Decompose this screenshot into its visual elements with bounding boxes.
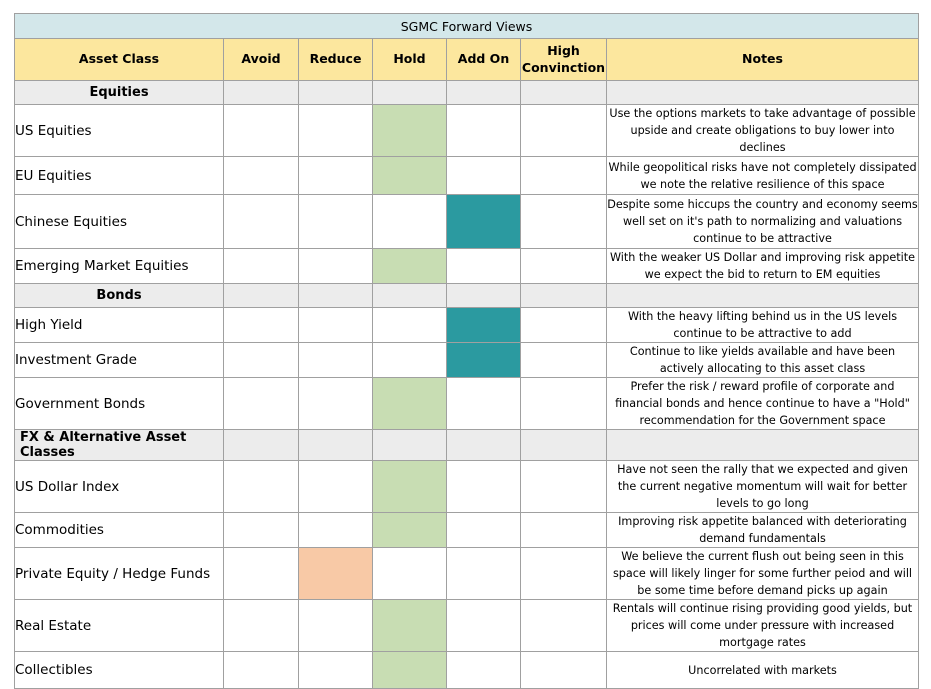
high-conviction-cell xyxy=(521,378,607,430)
note-cell: Rentals will continue rising providing good yields, but prices will come under pressure with increased mortgage rates xyxy=(607,600,919,652)
asset-label: Emerging Market Equities xyxy=(15,249,224,284)
hold-cell xyxy=(373,548,447,600)
asset-label: Private Equity / Hedge Funds xyxy=(15,548,224,600)
header-asset-class: Asset Class xyxy=(15,39,224,81)
note-cell: We believe the current flush out being seen in this space will likely linger for some further peiod and will be some time before demand picks up again xyxy=(607,548,919,600)
reduce-cell xyxy=(299,378,373,430)
add-on-cell xyxy=(447,157,521,195)
hold-cell-filled xyxy=(373,461,447,513)
asset-label: Investment Grade xyxy=(15,343,224,378)
avoid-cell xyxy=(224,157,299,195)
table-row xyxy=(15,513,919,548)
add-on-cell xyxy=(447,461,521,513)
high-conviction-cell xyxy=(521,343,607,378)
high-conviction-cell xyxy=(521,157,607,195)
note-cell: While geopolitical risks have not completely dissipated we note the relative resilience of this space xyxy=(607,157,919,195)
hold-cell-filled xyxy=(373,105,447,157)
avoid-cell xyxy=(224,195,299,249)
reduce-cell xyxy=(299,249,373,284)
hold-cell-filled xyxy=(373,249,447,284)
note-cell: Have not seen the rally that we expected and given the current negative momentum will wait for better levels to go long xyxy=(607,461,919,513)
reduce-cell xyxy=(299,513,373,548)
avoid-cell xyxy=(224,105,299,157)
note-cell: Continue to like yields available and have been actively allocating to this asset class xyxy=(607,343,919,378)
asset-label: US Dollar Index xyxy=(15,461,224,513)
header-avoid: Avoid xyxy=(224,39,299,81)
table-row xyxy=(15,308,919,343)
high-conviction-cell xyxy=(521,249,607,284)
hold-cell-filled xyxy=(373,513,447,548)
table-row xyxy=(15,343,919,378)
reduce-cell xyxy=(299,195,373,249)
high-conviction-cell xyxy=(521,461,607,513)
asset-label: Government Bonds xyxy=(15,378,224,430)
hold-cell-filled xyxy=(373,600,447,652)
avoid-cell xyxy=(224,461,299,513)
hold-cell xyxy=(373,308,447,343)
header-high-conviction xyxy=(521,39,607,81)
note-cell: Despite some hiccups the country and economy seems well set on it's path to normalizing and valuations continue to be attractive xyxy=(607,195,919,249)
high-conviction-cell xyxy=(521,195,607,249)
avoid-cell xyxy=(224,343,299,378)
note-cell: Uncorrelated with markets xyxy=(607,652,919,689)
forward-views-table xyxy=(14,13,919,689)
asset-label: EU Equities xyxy=(15,157,224,195)
hold-cell xyxy=(373,343,447,378)
table-row xyxy=(15,195,919,249)
add-on-cell xyxy=(447,652,521,689)
reduce-cell xyxy=(299,343,373,378)
reduce-cell-filled xyxy=(299,548,373,600)
table-row xyxy=(15,378,919,430)
section-row-fx-alt xyxy=(15,430,919,461)
note-cell: Prefer the risk / reward profile of corporate and financial bonds and hence continue to have a "Hold" recommendation for the Government space xyxy=(607,378,919,430)
reduce-cell xyxy=(299,600,373,652)
header-reduce: Reduce xyxy=(299,39,373,81)
add-on-cell-filled xyxy=(447,195,521,249)
reduce-cell xyxy=(299,652,373,689)
section-row-bonds xyxy=(15,284,919,308)
note-cell: Use the options markets to take advantage of possible upside and create obligations to buy lower into declines xyxy=(607,105,919,157)
asset-label: High Yield xyxy=(15,308,224,343)
asset-label: Collectibles xyxy=(15,652,224,689)
avoid-cell xyxy=(224,652,299,689)
add-on-cell xyxy=(447,600,521,652)
avoid-cell xyxy=(224,600,299,652)
section-label-bonds: Bonds xyxy=(15,284,224,308)
add-on-cell xyxy=(447,249,521,284)
add-on-cell xyxy=(447,378,521,430)
header-high-line2: Convinction xyxy=(521,59,606,75)
note-cell: Improving risk appetite balanced with deteriorating demand fundamentals xyxy=(607,513,919,548)
avoid-cell xyxy=(224,249,299,284)
hold-cell-filled xyxy=(373,378,447,430)
hold-cell xyxy=(373,195,447,249)
table-title: SGMC Forward Views xyxy=(15,14,919,39)
header-high-line1: High xyxy=(547,42,580,58)
note-cell: With the weaker US Dollar and improving risk appetite we expect the bid to return to EM equities xyxy=(607,249,919,284)
avoid-cell xyxy=(224,548,299,600)
table-row xyxy=(15,548,919,600)
header-add-on: Add On xyxy=(447,39,521,81)
asset-label: Commodities xyxy=(15,513,224,548)
table-row xyxy=(15,652,919,689)
table-row xyxy=(15,461,919,513)
reduce-cell xyxy=(299,461,373,513)
header-hold: Hold xyxy=(373,39,447,81)
reduce-cell xyxy=(299,308,373,343)
high-conviction-cell xyxy=(521,105,607,157)
high-conviction-cell xyxy=(521,600,607,652)
high-conviction-cell xyxy=(521,308,607,343)
reduce-cell xyxy=(299,157,373,195)
section-label-fx-alt: FX & Alternative Asset Classes xyxy=(15,430,224,461)
reduce-cell xyxy=(299,105,373,157)
avoid-cell xyxy=(224,308,299,343)
table-row xyxy=(15,249,919,284)
high-conviction-cell xyxy=(521,652,607,689)
note-cell: With the heavy lifting behind us in the US levels continue to be attractive to add xyxy=(607,308,919,343)
asset-label: Real Estate xyxy=(15,600,224,652)
header-notes: Notes xyxy=(607,39,919,81)
high-conviction-cell xyxy=(521,513,607,548)
add-on-cell xyxy=(447,548,521,600)
asset-label: US Equities xyxy=(15,105,224,157)
add-on-cell xyxy=(447,105,521,157)
avoid-cell xyxy=(224,378,299,430)
table-row xyxy=(15,600,919,652)
section-label-equities: Equities xyxy=(15,81,224,105)
section-row-equities xyxy=(15,81,919,105)
add-on-cell xyxy=(447,513,521,548)
header-row xyxy=(15,39,919,81)
table-row xyxy=(15,157,919,195)
add-on-cell-filled xyxy=(447,308,521,343)
avoid-cell xyxy=(224,513,299,548)
hold-cell-filled xyxy=(373,157,447,195)
asset-label: Chinese Equities xyxy=(15,195,224,249)
hold-cell-filled xyxy=(373,652,447,689)
high-conviction-cell xyxy=(521,548,607,600)
add-on-cell-filled xyxy=(447,343,521,378)
title-row xyxy=(15,14,919,39)
table-row xyxy=(15,105,919,157)
